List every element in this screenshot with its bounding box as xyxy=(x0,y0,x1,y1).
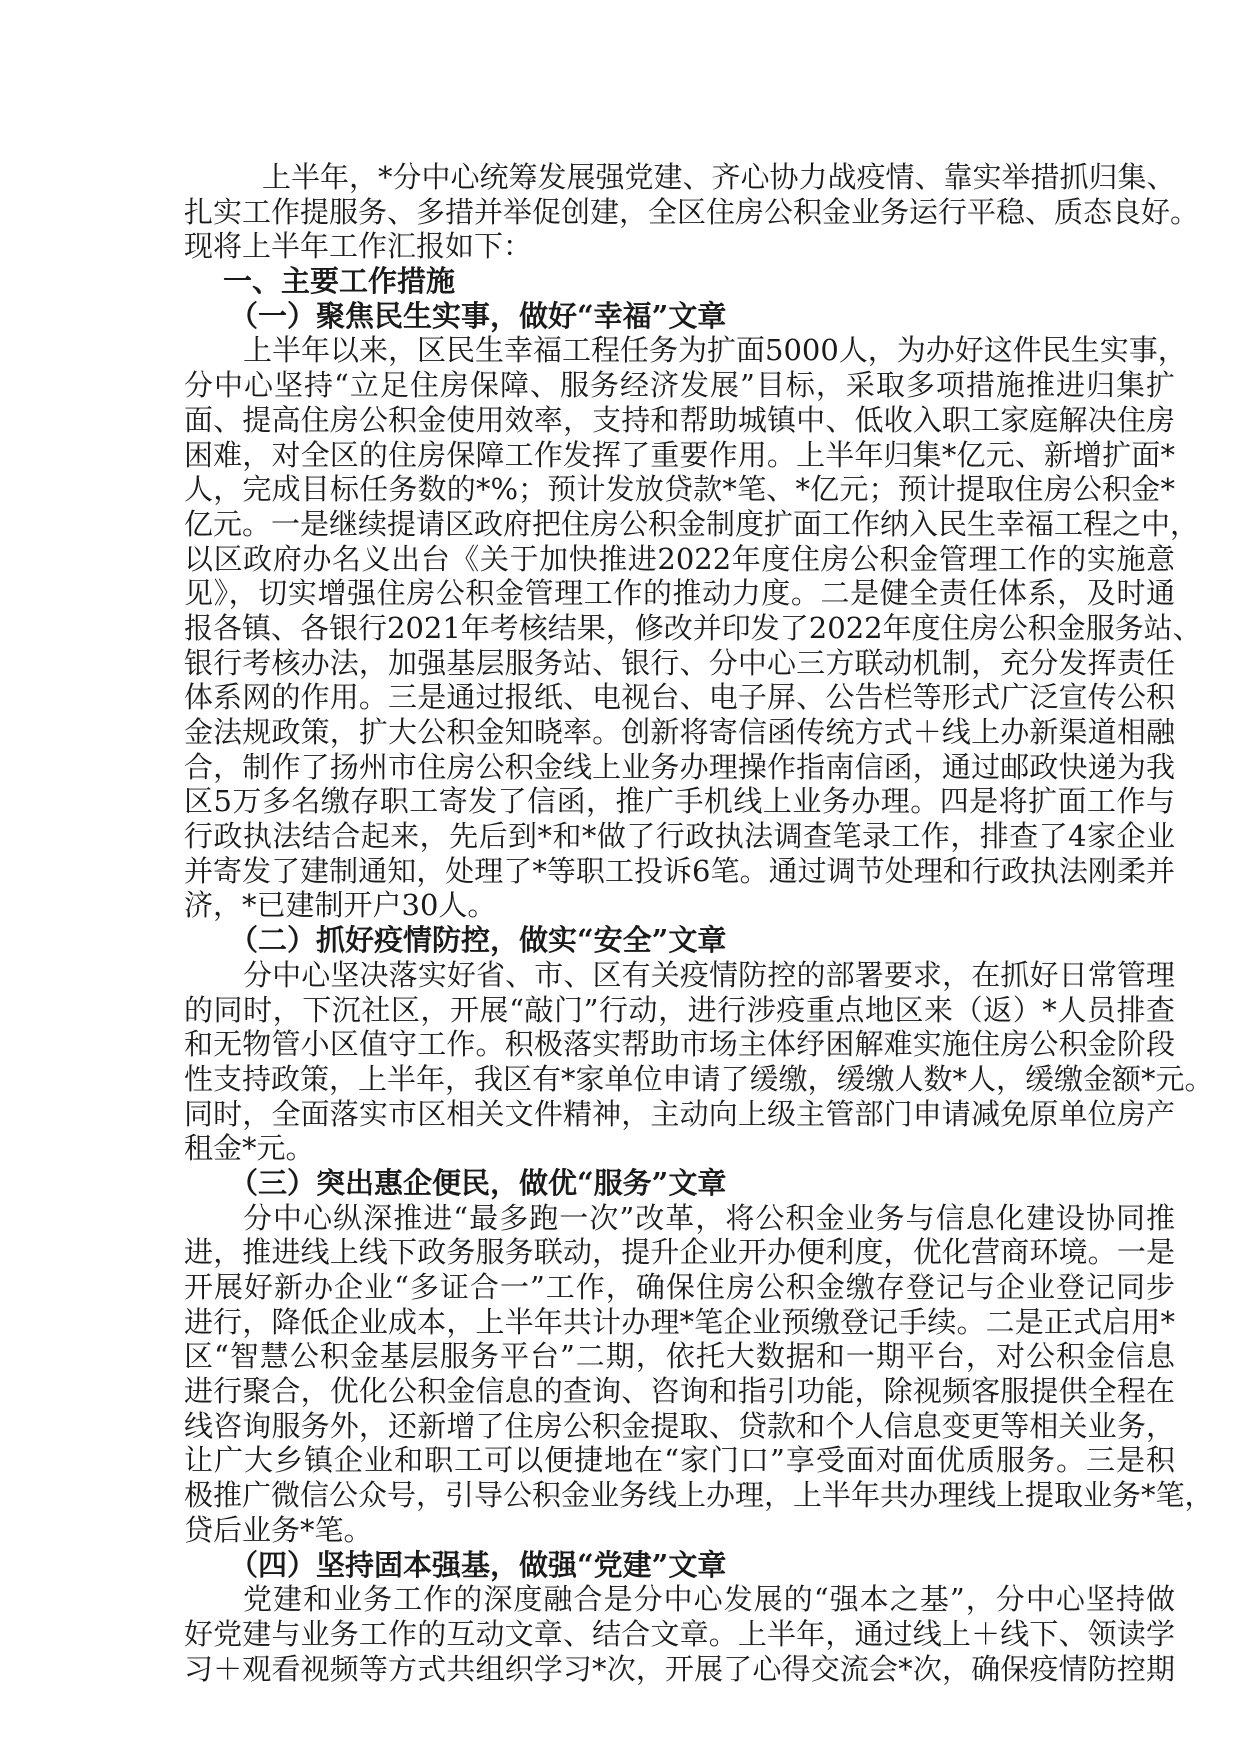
text-line: 同时，全面落实市区相关文件精神，主动向上级主管部门申请减免原单位房产 xyxy=(184,1096,1175,1131)
text-line: 分中心坚持“立足住房保障、服务经济发展”目标，采取多项措施推进归集扩 xyxy=(184,368,1175,403)
text-line: 好党建与业务工作的互动文章、结合文章。上半年，通过线上＋线下、领读学 xyxy=(184,1616,1175,1651)
text-line: 银行考核办法，加强基层服务站、银行、分中心三方联动机制，充分发挥责任 xyxy=(184,645,1175,680)
text-line: 党建和业务工作的深度融合是分中心发展的“强本之基”，分中心坚持做 xyxy=(243,1582,1175,1617)
text-line: 让广大乡镇企业和职工可以便捷地在“家门口”享受面对面优质服务。三是积 xyxy=(184,1443,1175,1478)
text-line: 贷后业务*笔。 xyxy=(184,1512,373,1547)
text-line: 并寄发了建制通知，处理了*等职工投诉6笔。通过调节处理和行政执法刚柔并 xyxy=(184,853,1175,888)
text-line: 合，制作了扬州市住房公积金线上业务办理操作指南信函，通过邮政快递为我 xyxy=(184,749,1175,784)
text-line: 极推广微信公众号，引导公积金业务线上办理，上半年共办理线上提取业务*笔， xyxy=(184,1478,1214,1513)
subsection-heading xyxy=(184,1166,1175,1201)
text-line: 的同时，下沉社区，开展“敲门”行动，进行涉疫重点地区来（返）*人员排查 xyxy=(184,992,1175,1027)
text-line: （二）抓好疫情防控，做实“安全”文章 xyxy=(229,923,727,958)
text-line: 一、主要工作措施 xyxy=(223,264,456,299)
text-line: 面、提高住房公积金使用效率，支持和帮助城镇中、低收入职工家庭解决住房 xyxy=(184,402,1175,437)
paragraph xyxy=(184,160,1200,264)
document-body xyxy=(184,160,1214,1686)
text-line: 困难，对全区的住房保障工作发挥了重要作用。上半年归集*亿元、新增扩面* xyxy=(184,437,1175,472)
subsection-heading xyxy=(184,923,1175,958)
text-line: 现将上半年工作汇报如下： xyxy=(184,229,533,264)
text-line: 上半年以来，区民生幸福工程任务为扩面5000人，为办好这件民生实事， xyxy=(243,333,1187,368)
text-line: （四）坚持固本强基，做强“党建”文章 xyxy=(229,1547,727,1582)
text-line: 和无物管小区值守工作。积极落实帮助市场主体纾困解难实施住房公积金阶段 xyxy=(184,1027,1175,1062)
text-line: 分中心纵深推进“最多跑一次”改革，将公积金业务与信息化建设协同推 xyxy=(243,1200,1175,1235)
text-line: 济，*已建制开户30人。 xyxy=(184,888,497,923)
text-line: 人，完成目标任务数的*%；预计发放贷款*笔、*亿元；预计提取住房公积金* xyxy=(184,472,1175,507)
text-line: 亿元。一是继续提请区政府把住房公积金制度扩面工作纳入民生幸福工程之中， xyxy=(184,506,1200,541)
paragraph xyxy=(184,1582,1175,1686)
text-line: 报各镇、各银行2021年考核结果，修改并印发了2022年度住房公积金服务站、 xyxy=(184,610,1202,645)
section-heading xyxy=(184,264,1175,299)
paragraph xyxy=(184,1200,1214,1548)
paragraph xyxy=(184,333,1202,923)
text-line: 以区政府办名义出台《关于加快推进2022年度住房公积金管理工作的实施意 xyxy=(184,541,1175,576)
text-line: 见》，切实增强住房公积金管理工作的推动力度。二是健全责任体系，及时通 xyxy=(184,576,1175,611)
text-line: 性支持政策，上半年，我区有*家单位申请了缓缴，缓缴人数*人，缓缴金额*元。 xyxy=(184,1061,1214,1096)
text-line: 进行聚合，优化公积金信息的查询、咨询和指引功能，除视频客服提供全程在 xyxy=(184,1374,1175,1409)
text-line: 行政执法结合起来，先后到*和*做了行政执法调查笔录工作，排查了4家企业 xyxy=(184,819,1175,854)
text-line: 进，推进线上线下政务服务联动，提升企业开办便利度，优化营商环境。一是 xyxy=(184,1235,1175,1270)
text-line: 体系网的作用。三是通过报纸、电视台、电子屏、公告栏等形式广泛宣传公积 xyxy=(184,680,1175,715)
text-line: 分中心坚决落实好省、市、区有关疫情防控的部署要求，在抓好日常管理 xyxy=(243,957,1175,992)
text-line: 扎实工作提服务、多措并举促创建，全区住房公积金业务运行平稳、质态良好。 xyxy=(184,194,1200,229)
paragraph xyxy=(184,957,1214,1166)
subsection-heading xyxy=(184,299,1175,334)
text-line: 线咨询服务外，还新增了住房公积金提取、贷款和个人信息变更等相关业务， xyxy=(184,1408,1175,1443)
subsection-heading xyxy=(184,1548,1175,1583)
text-line: 租金*元。 xyxy=(184,1131,315,1166)
text-line: 上半年，*分中心统筹发展强党建、齐心协力战疫情、靠实举措抓归集、 xyxy=(262,160,1176,194)
text-line: 进行，降低企业成本，上半年共计办理*笔企业预缴登记手续。二是正式启用* xyxy=(184,1304,1175,1339)
text-line: 习＋观看视频等方式共组织学习*次，开展了心得交流会*次，确保疫情防控期 xyxy=(184,1651,1175,1686)
text-line: （三）突出惠企便民，做优“服务”文章 xyxy=(229,1165,727,1200)
text-line: 区5万多名缴存职工寄发了信函，推广手机线上业务办理。四是将扩面工作与 xyxy=(184,784,1175,819)
text-line: 金法规政策，扩大公积金知晓率。创新将寄信函传统方式＋线上办新渠道相融 xyxy=(184,715,1175,749)
text-line: 区“智慧公积金基层服务平台”二期，依托大数据和一期平台，对公积金信息 xyxy=(184,1339,1175,1374)
text-line: 开展好新办企业“多证合一”工作，确保住房公积金缴存登记与企业登记同步 xyxy=(184,1270,1175,1304)
text-line: （一）聚焦民生实事，做好“幸福”文章 xyxy=(229,298,727,333)
